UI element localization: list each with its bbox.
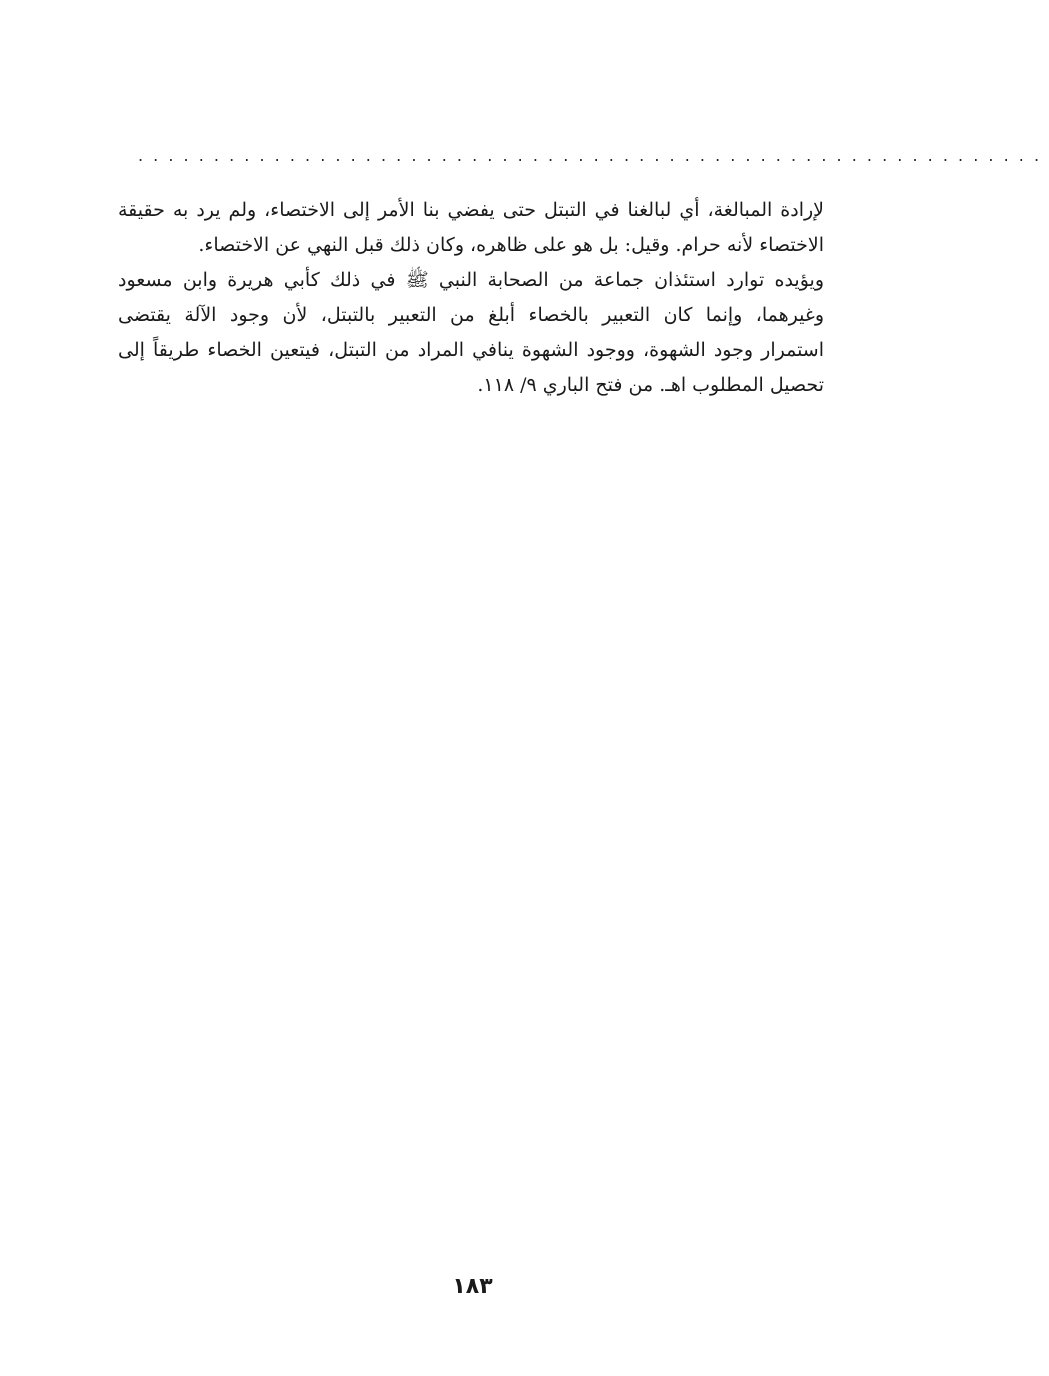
footnote-separator: ............................................................ (138, 146, 1049, 165)
footnote-line: ويؤيده توارد استئذان جماعة من الصحابة النبي ﷺ في ذلك كأبي هريرة وابن مسعود (118, 269, 824, 291)
footnote-line: استمرار وجود الشهوة، ووجود الشهوة ينافي المراد من التبتل، فيتعين الخصاء طريقاً إلى (118, 339, 824, 361)
footnote-line: الاختصاء لأنه حرام. وقيل: بل هو على ظاهره، وكان ذلك قبل النهي عن الاختصاء. (198, 234, 824, 256)
footnote-line: وغيرهما، وإنما كان التعبير بالخصاء أبلغ من التعبير بالتبتل، لأن وجود الآلة يقتضى (118, 304, 824, 326)
page-number: ١٨٣ (452, 1274, 493, 1299)
footnote-line: لإرادة المبالغة، أي لبالغنا في التبتل حتى يفضي بنا الأمر إلى الاختصاء، ولم يرد به حقيقة (118, 199, 824, 221)
footnote-line: تحصيل المطلوب اهـ. من فتح الباري ٩/ ١١٨. (477, 374, 824, 396)
footnote-text (118, 193, 824, 403)
